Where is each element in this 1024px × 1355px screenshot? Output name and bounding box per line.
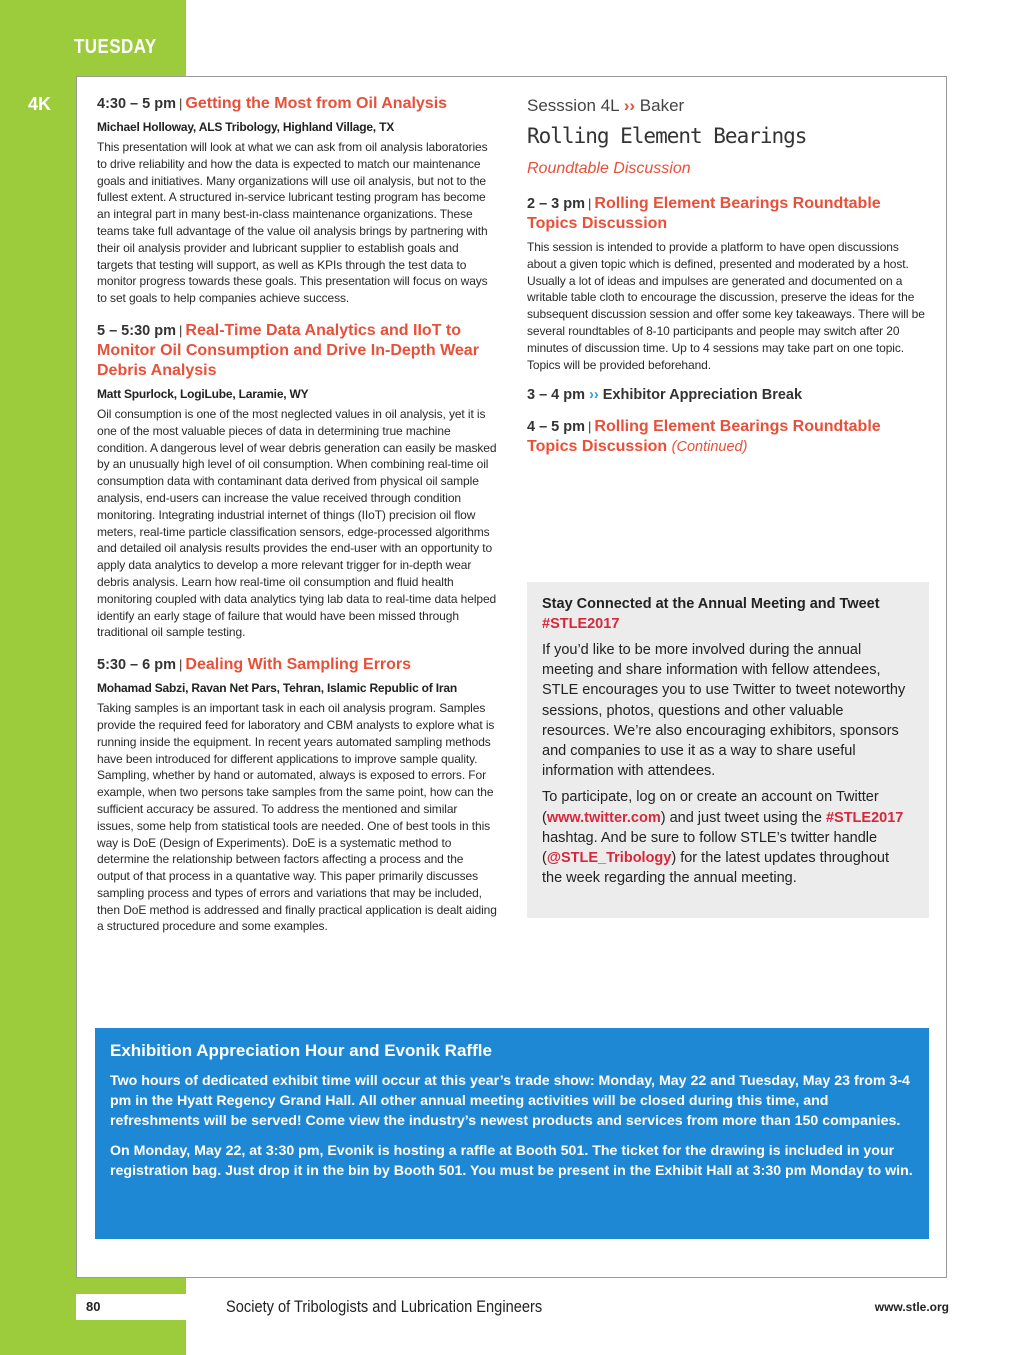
twitter-handle-link[interactable]: @STLE_Tribology: [546, 850, 672, 867]
talk-abstract: This presentation will look at what we can ask from oil analysis laboratories to drive reliability and how the data is expected to match our maintenance goals and initiatives. Many organizations will use oil analysis, but not to the fullest extent. A structured in-service lubricant testing program has become an integral part in many best-in-class maintenance organizations. These teams take full advantage of the value oil analysis brings by partnering with their oil analysis provider and lubricant supplier to establish goals and targets that testing will support, as well as KPIs through the test data to monitor progress towards these goals. This presentation will focus on ways to set goals to help companies achieve success.: [97, 140, 488, 306]
talk-title: Dealing With Sampling Errors: [185, 656, 412, 674]
day-label: TUESDAY: [74, 36, 157, 58]
stay-connected-box: [527, 582, 929, 918]
break-time: 3 – 4 pm: [527, 387, 586, 404]
talk-title: Real-Time Data Analytics and IIoT to Monitor Oil Consumption and Drive In-Depth Wear Debris Analysis: [97, 321, 479, 379]
hashtag: #STLE2017: [542, 616, 620, 632]
talk-speaker: Mohamad Sabzi, Ravan Net Pars, Tehran, Islamic Republic of Iran: [97, 681, 457, 696]
talk-time: 4:30 – 5 pm: [97, 96, 176, 112]
talk-abstract: Oil consumption is one of the most neglected values in oil analysis, yet it is one of the most valuable pieces of data in determining true machine condition. A dangerous level of wear debris generation can easily be masked by an unusually high level of oil consumption. When combining real-time oil consumption data with contaminant data derived from physical oil sample analysis, end-users can increase the value received through condition monitoring. Integrating industrial internet of things (IIoT) precision oil flow meters, real-time particle classification sensors, edge-processed algorithms and detailed oil analysis results provides the end-user with an opportunity to apply data analytics to develop a more relevant trigger for in-depth wear debris analysis. Learn how real-time oil consumption and fluid health monitoring coupled with data analytics tying lab data to real-time data helped identify an early stage of failure that would have been missed through traditional oil sample testing.: [97, 406, 497, 640]
talk-speaker: Matt Spurlock, LogiLube, Laramie, WY: [97, 386, 309, 401]
talk-heading: [97, 655, 497, 675]
slot-time: 2 – 3 pm: [527, 196, 586, 212]
page-number: 80: [86, 1299, 101, 1314]
twitter-link[interactable]: www.twitter.com: [546, 809, 661, 826]
session-header: [527, 96, 929, 116]
slot-heading: [527, 417, 929, 457]
footer-url[interactable]: www.stle.org: [874, 1300, 949, 1314]
roundtable-slot-1: [527, 194, 929, 373]
slot-abstract: This session is intended to provide a platform to have open discussions about a given topic which is defined, presented and moderated by a host. Usually a lot of ideas and impulses are generated and documented on a writable table cloth to encourage the discussion, preserve the ideas for the subsequent discussion session and offer some key takeaways. There will be several roundtables of 8-10 participants and people may switch after 20 minutes of discussion time. Up to 4 sessions may take part on one topic. Topics will be provided beforehand.: [527, 240, 925, 372]
session-title: Rolling Element Bearings: [527, 124, 807, 148]
connect-paragraph-1: If you’d like to be more involved during the annual meeting and share information with fellow attendees, STLE encourages you to use Twitter to tweet noteworthy sessions, photos, questions and other valuable resources. We’re also encouraging exhibitors, sponsors and companies to use it as a way to share useful information with attendees.: [542, 642, 906, 780]
connect-text: ) and just tweet using the: [660, 809, 826, 826]
talk-2: [97, 321, 497, 641]
connect-paragraph-2: [542, 787, 913, 888]
connect-title: [542, 594, 913, 634]
talk-heading: [97, 321, 497, 381]
session-4k-column: [97, 94, 497, 949]
separator: |: [588, 196, 592, 211]
talk-1: [97, 94, 497, 307]
session-subtitle: Roundtable Discussion: [527, 160, 691, 177]
separator: |: [179, 657, 183, 673]
break-label: Exhibitor Appreciation Break: [602, 387, 803, 404]
roundtable-slot-2: [527, 417, 929, 457]
chevron-right-icon: ››: [623, 96, 636, 115]
talk-heading: [97, 94, 497, 114]
chevron-right-icon: ››: [589, 387, 599, 404]
slot-heading: [527, 194, 929, 234]
break-line: [527, 387, 929, 403]
exhibition-title: Exhibition Appreciation Hour and Evonik Raffle: [110, 1041, 492, 1060]
talk-3: [97, 655, 497, 935]
session-code-label: 4K: [28, 94, 52, 114]
exhibition-paragraph-2: On Monday, May 22, at 3:30 pm, Evonik is hosting a raffle at Booth 501. The ticket for the drawing is included in your registration bag. Just drop it in the bin by Booth 501. You must be present in the Exhibit Hall at 3:30 pm Monday to win.: [110, 1143, 913, 1179]
session-room: Baker: [639, 96, 685, 115]
footer-organization: Society of Tribologists and Lubrication Engineers: [226, 1297, 543, 1316]
connect-text: To participate, log on or create an account on Twitter (: [542, 789, 879, 826]
separator: |: [179, 96, 183, 111]
exhibition-paragraph-1: Two hours of dedicated exhibit time will occur at this year’s trade show: Monday, May 22 and Tuesday, May 23 from 3-4 pm in the Hyatt Regency Grand Hall. All other annual meeting activities will be closed during this time, and refreshments will be served! Come view the industry’s newest products and services from more than 150 companies.: [110, 1073, 910, 1129]
talk-time: 5 – 5:30 pm: [97, 322, 176, 339]
connect-text: ) for the latest updates throughout the week regarding the annual meeting.: [542, 850, 890, 887]
exhibition-box: [95, 1028, 929, 1239]
session-prefix: Sesssion 4L: [527, 96, 619, 115]
slot-title: Rolling Element Bearings Roundtable Topics Discussion: [527, 195, 881, 232]
slot-note: (Continued): [671, 439, 748, 456]
separator: |: [179, 322, 183, 338]
connect-text: hashtag. And be sure to follow STLE’s twitter handle (: [542, 829, 878, 867]
connect-title-text: Stay Connected at the Annual Meeting and Tweet: [542, 596, 880, 612]
slot-time: 4 – 5 pm: [527, 419, 586, 436]
session-4l-column: [527, 96, 929, 471]
talk-time: 5:30 – 6 pm: [97, 657, 176, 674]
hashtag-inline: #STLE2017: [825, 809, 904, 826]
talk-title: Getting the Most from Oil Analysis: [185, 95, 448, 112]
slot-title: Rolling Element Bearings Roundtable Topics Discussion: [527, 418, 881, 456]
talk-abstract: Taking samples is an important task in each oil analysis program. Samples provide the required feed for laboratory and CBM analysts to explore what is running inside the equipment. In recent years automated sampling methods have been introduced for different applications to improve sample quality. Sampling, whether by hand or automated, always is exposed to errors. For example, when two persons take samples from the same point, how can the sufficient accuracy be assured. To address the mentioned and similar issues, some help from statistical tools are needed. One of best tools in this way is DoE (Design of Experiments). DoE is a systematic method to determine the relationship between factors affecting a process and the output of that process in a quantative way. This paper primarily discusses sampling process and types of errors and variations that may be included, then DoE method is addressed and finally practical application is dealt aiding a structured procedure and some examples.: [97, 701, 497, 934]
separator: |: [588, 419, 592, 435]
talk-speaker: Michael Holloway, ALS Tribology, Highland Village, TX: [97, 120, 394, 134]
